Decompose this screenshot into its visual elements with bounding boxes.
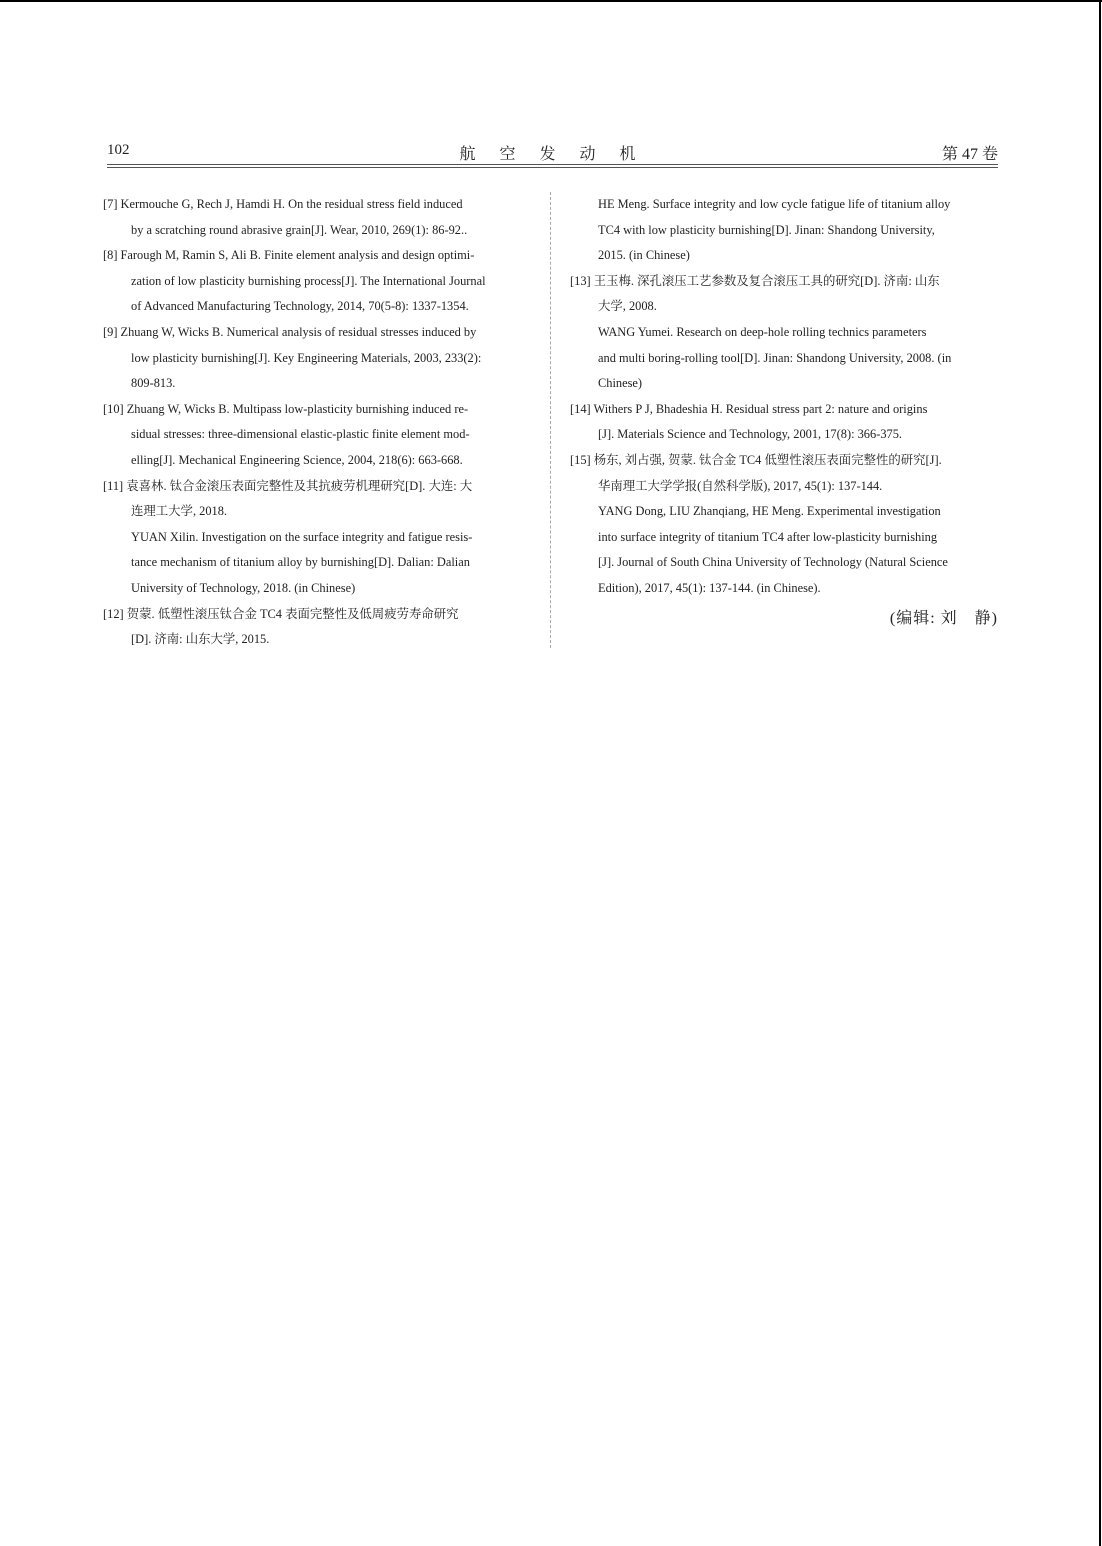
reference-line: Chinese) bbox=[598, 376, 643, 391]
page-border-right bbox=[1099, 0, 1101, 1546]
reference-line: TC4 with low plasticity burnishing[D]. Jinan: Shandong University, bbox=[598, 222, 935, 237]
reference-line: [D]. 济南: 山东大学, 2015. bbox=[131, 632, 270, 647]
column-divider bbox=[550, 192, 551, 648]
reference-line: and multi boring-rolling tool[D]. Jinan: Shandong University, 2008. (in bbox=[598, 350, 952, 365]
page-number: 102 bbox=[107, 142, 130, 158]
reference-line: 809-813. bbox=[131, 376, 176, 391]
reference-line: [15] 杨东, 刘占强, 贺蒙. 钛合金 TC4 低塑性滚压表面完整性的研究[J]. bbox=[570, 452, 942, 467]
reference-line: University of Technology, 2018. (in Chinese) bbox=[131, 580, 356, 595]
references-left-column bbox=[103, 192, 531, 653]
reference-line: [J]. Journal of South China University of Technology (Natural Science bbox=[598, 555, 948, 570]
reference-line: [13] 王玉梅. 深孔滚压工艺参数及复合滚压工具的研究[D]. 济南: 山东 bbox=[570, 273, 940, 288]
page-border-top bbox=[0, 0, 1102, 2]
reference-line: 大学, 2008. bbox=[598, 299, 657, 314]
reference-line: elling[J]. Mechanical Engineering Science, 2004, 218(6): 663-668. bbox=[131, 452, 463, 467]
reference-line: [7] Kermouche G, Rech J, Hamdi H. On the residual stress field induced bbox=[103, 197, 463, 211]
reference-line: [12] 贺蒙. 低塑性滚压钛合金 TC4 表面完整性及低周疲劳寿命研究 bbox=[103, 606, 459, 621]
reference-line: sidual stresses: three-dimensional elastic-plastic finite element mod- bbox=[131, 427, 470, 442]
reference-line: HE Meng. Surface integrity and low cycle fatigue life of titanium alloy bbox=[598, 197, 951, 211]
references-right-column bbox=[570, 192, 998, 631]
reference-line: [10] Zhuang W, Wicks B. Multipass low-plasticity burnishing induced re- bbox=[103, 401, 469, 416]
reference-line: YUAN Xilin. Investigation on the surface integrity and fatigue resis- bbox=[131, 529, 473, 544]
reference-line: [8] Farough M, Ramin S, Ali B. Finite element analysis and design optimi- bbox=[103, 248, 475, 263]
reference-line: into surface integrity of titanium TC4 after low-plasticity burnishing bbox=[598, 529, 938, 544]
reference-line: of Advanced Manufacturing Technology, 2014, 70(5-8): 1337-1354. bbox=[131, 299, 469, 314]
header-rule-double bbox=[107, 167, 998, 168]
reference-line: low plasticity burnishing[J]. Key Engineering Materials, 2003, 233(2): bbox=[131, 350, 482, 365]
reference-line: [9] Zhuang W, Wicks B. Numerical analysis of residual stresses induced by bbox=[103, 324, 477, 339]
editor-note: (编辑: 刘 静) bbox=[889, 609, 998, 627]
journal-title: 航 空 发 动 机 bbox=[459, 146, 646, 163]
reference-line: 2015. (in Chinese) bbox=[598, 248, 690, 263]
running-header bbox=[107, 140, 998, 166]
reference-line: Edition), 2017, 45(1): 137-144. (in Chinese). bbox=[598, 580, 821, 595]
right-lines bbox=[570, 192, 998, 602]
reference-line: [14] Withers P J, Bhadeshia H. Residual stress part 2: nature and origins bbox=[570, 401, 928, 416]
header-rule bbox=[107, 164, 998, 165]
reference-line: [11] 袁喜林. 钛合金滚压表面完整性及其抗疲劳机理研究[D]. 大连: 大 bbox=[103, 478, 473, 493]
reference-line: by a scratching round abrasive grain[J]. Wear, 2010, 269(1): 86-92.. bbox=[131, 222, 468, 237]
reference-list bbox=[103, 192, 531, 653]
reference-line: zation of low plasticity burnishing process[J]. The International Journal bbox=[131, 273, 486, 288]
reference-line: 连理工大学, 2018. bbox=[131, 504, 228, 519]
reference-line: [J]. Materials Science and Technology, 2001, 17(8): 366-375. bbox=[598, 427, 903, 442]
reference-line: WANG Yumei. Research on deep-hole rolling technics parameters bbox=[598, 324, 927, 339]
reference-line: tance mechanism of titanium alloy by burnishing[D]. Dalian: Dalian bbox=[131, 555, 470, 570]
reference-line: YANG Dong, LIU Zhanqiang, HE Meng. Experimental investigation bbox=[598, 504, 941, 519]
volume-label: 第 47 卷 bbox=[941, 146, 998, 163]
reference-line: 华南理工大学学报(自然科学版), 2017, 45(1): 137-144. bbox=[598, 478, 883, 493]
